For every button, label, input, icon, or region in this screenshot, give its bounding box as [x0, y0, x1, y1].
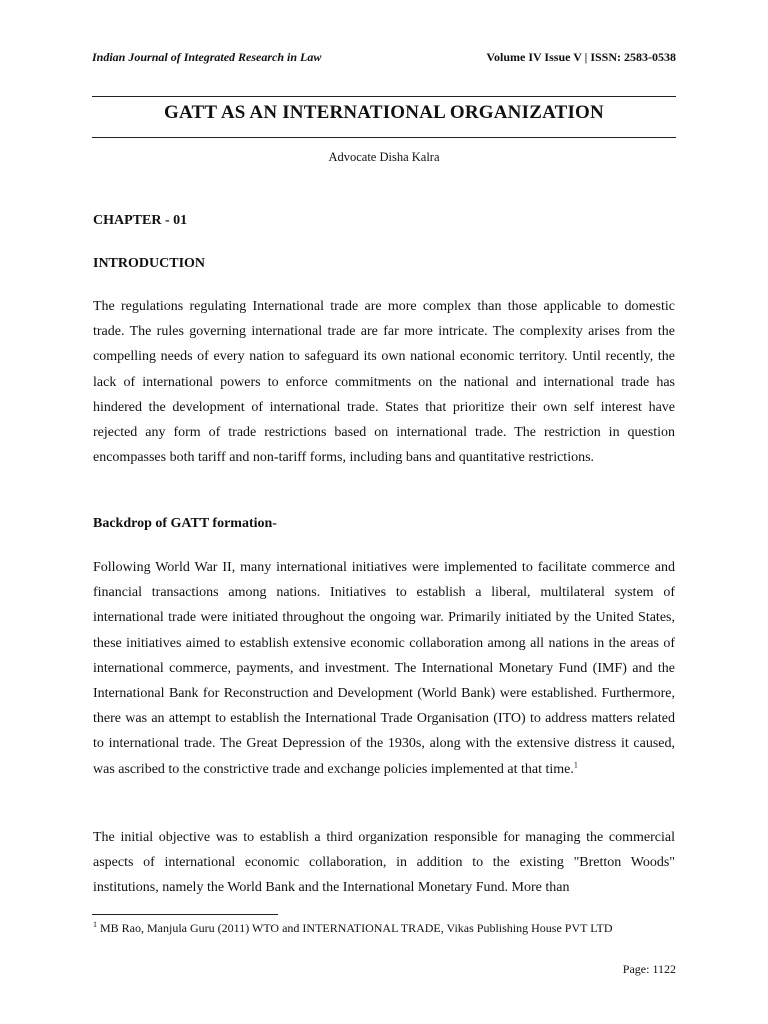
volume-issn: Volume IV Issue V | ISSN: 2583-0538	[486, 50, 676, 64]
backdrop-heading: Backdrop of GATT formation-	[93, 516, 277, 531]
footnote-marker: 1	[93, 920, 97, 929]
objective-paragraph: The initial objective was to establish a third organization responsible for managing the commercial aspects of international economic collaboration, in addition to the existing "Bretton Woods" institutions, namely the World Bank and the International Monetary Fund. More than	[93, 830, 675, 896]
title-rule-top	[92, 96, 676, 97]
footnote-text: MB Rao, Manjula Guru (2011) WTO and INTERNATIONAL TRADE, Vikas Publishing House PVT LTD	[97, 921, 613, 935]
author-line: Advocate Disha Kalra	[328, 150, 440, 164]
title-rule-bottom	[92, 137, 676, 138]
backdrop-paragraph-text: Following World War II, many international initiatives were implemented to facilitate commerce and financial transactions among nations. Initiatives to establish a liberal, multilateral system of international trade were initiated throughout the ongoing war. Primarily initiated by the United States, these initiatives aimed to establish extensive economic collaboration among all nations in the areas of international commerce, payments, and investment. The International Monetary Fund (IMF) and the International Bank for Reconstruction and Development (World Bank) were established. Furthermore, there was an attempt to establish the International Trade Organisation (ITO) to address matters related to international trade. The Great Depression of the 1930s, along with the extensive distress it caused, was ascribed to the constrictive trade and exchange policies implemented at that time.	[93, 560, 675, 777]
page-number: Page: 1122	[622, 962, 676, 976]
chapter-heading: CHAPTER - 01	[93, 213, 188, 228]
running-header	[92, 50, 676, 65]
journal-name: Indian Journal of Integrated Research in Law	[92, 50, 322, 64]
footnote	[93, 921, 677, 936]
footnote-divider	[92, 914, 278, 915]
introduction-paragraph: The regulations regulating International trade are more complex than those applicable to domestic trade. The rules governing international trade are far more intricate. The complexity arises from the compelling needs of every nation to safeguard its own national economic territory. Until recently, the lack of international powers to enforce commitments on the national and international trade has hindered the development of international trade. States that prioritize their own self interest have rejected any form of trade restrictions based on international trade. The restriction in question encompasses both tariff and non-tariff forms, including bans and quantitative restrictions.	[93, 299, 675, 466]
footnote-reference[interactable]: 1	[573, 759, 578, 769]
backdrop-paragraph	[93, 555, 675, 782]
introduction-heading: INTRODUCTION	[93, 256, 206, 271]
article-title: GATT AS AN INTERNATIONAL ORGANIZATION	[164, 102, 604, 123]
